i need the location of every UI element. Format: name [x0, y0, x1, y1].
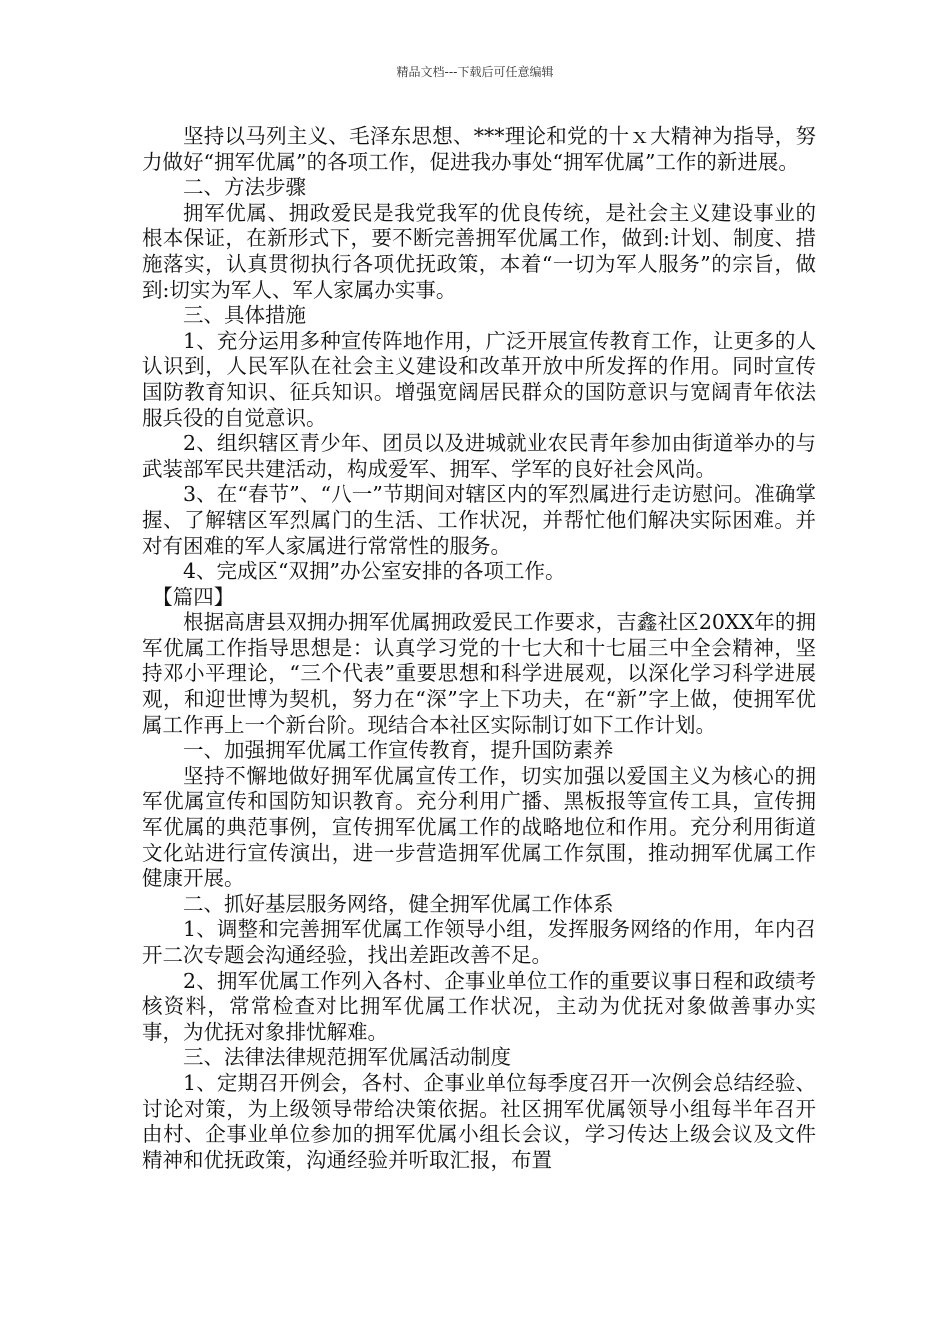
- paragraph-network-1: 1、调整和完善拥军优属工作领导小组，发挥服务网络的作用，年内召开二次专题会沟通经验，找出差距改善不足。: [142, 917, 816, 967]
- section-heading-methods: 二、方法步骤: [183, 175, 306, 200]
- section-tag-part-four: 【篇四】: [152, 584, 235, 609]
- section-heading-service-network: 二、抓好基层服务网络，健全拥军优属工作体系: [183, 891, 614, 916]
- paragraph-guiding-ideology: 坚持以马列主义、毛泽东思想、***理论和党的十ｘ大精神为指导，努力做好“拥军优属”的各项工作，促进我办事处“拥军优属”工作的新进展。: [142, 124, 816, 174]
- paragraph-measure-2: 2、组织辖区青少年、团员以及进城就业农民青年参加由街道举办的与武装部军民共建活动，构成爱军、拥军、学军的良好社会风尚。: [142, 431, 816, 481]
- section-heading-regulation: 三、法律法律规范拥军优属活动制度: [183, 1045, 511, 1070]
- paragraph-measure-4: 4、完成区“双拥”办公室安排的各项工作。: [183, 559, 566, 584]
- page-header: 精品文档---下载后可任意编辑: [396, 65, 554, 79]
- section-heading-measures: 三、具体措施: [183, 303, 306, 328]
- paragraph-part-four-intro: 根据高唐县双拥办拥军优属拥政爱民工作要求，吉鑫社区20XX年的拥军优属工作指导思想是：认真学习党的十七大和十七届三中全会精神，坚持邓小平理论，“三个代表”重要思想和科学进展观，以深化学习科学进展观，和迎世博为契机，努力在“深”字上下功夫，在“新”字上做，使拥军优属工作再上一个新台阶。现结合本社区实际制订如下工作计划。: [142, 610, 816, 737]
- document-body: [142, 124, 816, 1173]
- paragraph-measure-3: 3、在“春节”、“八一”节期间对辖区内的军烈属进行走访慰问。准确掌握、了解辖区军烈属门的生活、工作状况，并帮忙他们解决实际困难。并对有困难的军人家属进行常常性的服务。: [142, 482, 816, 558]
- paragraph-regulation-1: 1、定期召开例会，各村、企事业单位每季度召开一次例会总结经验、讨论对策，为上级领导带给决策依据。社区拥军优属领导小组每半年召开由村、企事业单位参加的拥军优属小组长会议，学习传达上级会议及文件精神和优抚政策，沟通经验并听取汇报，布置: [142, 1070, 816, 1172]
- paragraph-methods: 拥军优属、拥政爱民是我党我军的优良传统，是社会主义建设事业的根本保证，在新形式下，要不断完善拥军优属工作，做到:计划、制度、措施落实，认真贯彻执行各项优抚政策，本着“一切为军人服务”的宗旨，做到:切实为军人、军人家属办实事。: [142, 200, 816, 302]
- paragraph-measure-1: 1、充分运用多种宣传阵地作用，广泛开展宣传教育工作，让更多的人认识到，人民军队在社会主义建设和改革开放中所发挥的作用。同时宣传国防教育知识、征兵知识。增强宽阔居民群众的国防意识与宽阔青年依法服兵役的自觉意识。: [142, 328, 816, 430]
- section-heading-publicity: 一、加强拥军优属工作宣传教育，提升国防素养: [183, 738, 614, 763]
- paragraph-publicity: 坚持不懈地做好拥军优属宣传工作，切实加强以爱国主义为核心的拥军优属宣传和国防知识教育。充分利用广播、黑板报等宣传工具，宣传拥军优属的典范事例，宣传拥军优属工作的战略地位和作用。充分利用街道文化站进行宣传演出，进一步营造拥军优属工作氛围，推动拥军优属工作健康开展。: [142, 763, 816, 891]
- paragraph-network-2: 2、拥军优属工作列入各村、企事业单位工作的重要议事日程和政绩考核资料，常常检查对比拥军优属工作状况，主动为优抚对象做善事办实事，为优抚对象排忧解难。: [142, 968, 816, 1044]
